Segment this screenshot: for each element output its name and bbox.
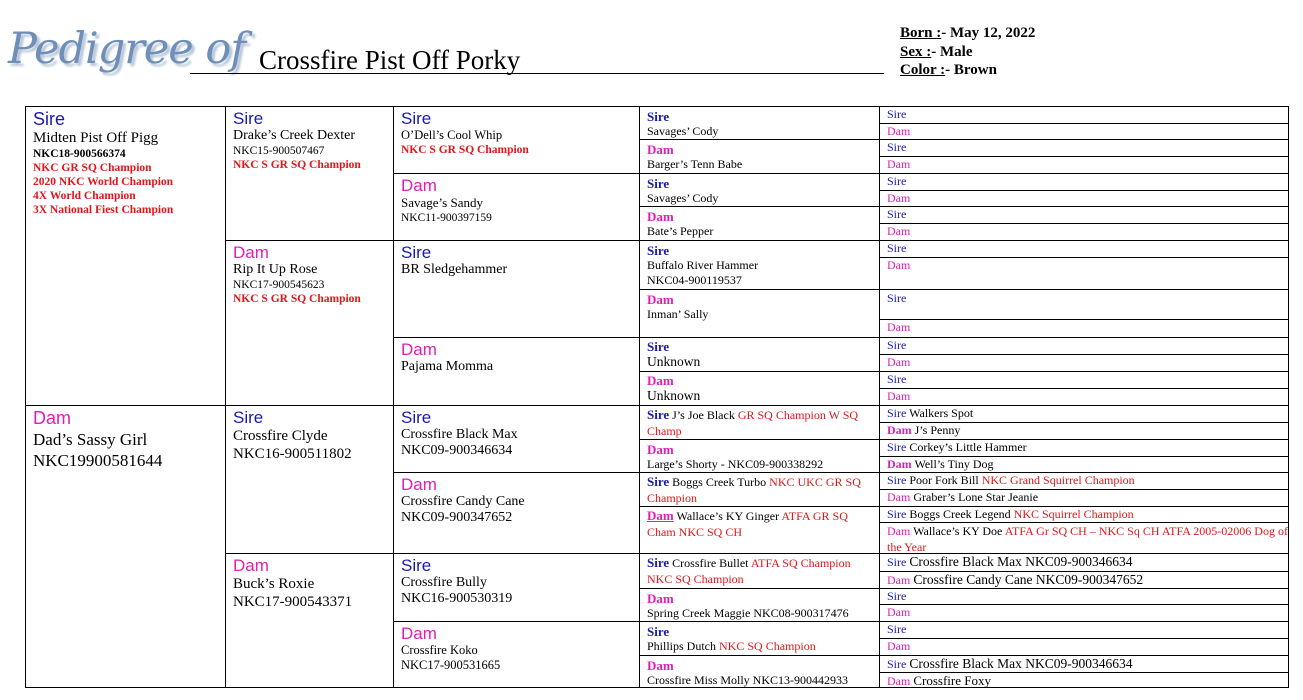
gen5-name: Corkey’s Little Hammer	[909, 440, 1027, 454]
dam-label: Dam	[887, 389, 911, 403]
gen5-cell	[879, 354, 1289, 371]
gen4-title: ATFA GR SQ Cham NKC SQ CH	[647, 509, 848, 539]
gen4-cell	[639, 588, 879, 621]
gen5-cell	[879, 106, 1289, 123]
gen4-cell	[639, 621, 879, 655]
sire-label: Sire	[401, 109, 432, 128]
gen3-reg: NKC11-900397159	[401, 212, 492, 224]
gen4-name: Barger’s Tenn Babe	[647, 157, 743, 171]
gen3-name: Savage’s Sandy	[401, 195, 483, 210]
gen5-cell	[879, 588, 1289, 604]
gen5-cell	[879, 621, 1289, 638]
dam-label: Dam	[887, 490, 911, 504]
dam-label: Dam	[401, 624, 437, 643]
gen5-cell	[879, 655, 1289, 672]
gen4-cell	[639, 289, 879, 337]
gen4-name: Large’s Shorty - NKC09-900338292	[647, 457, 824, 471]
sire-label: Sire	[887, 622, 907, 636]
sire-label: Sire	[647, 243, 670, 258]
color-label: Color :	[900, 62, 946, 78]
gen4-name: Boggs Creek Turbo	[672, 475, 767, 489]
gen3-reg: NKC09-900346634	[401, 443, 513, 458]
gen1-sire	[25, 106, 225, 405]
born-row	[900, 24, 1035, 43]
gen2-name: Drake’s Creek Dexter	[233, 128, 356, 143]
gen3-name: Crossfire Candy Cane	[401, 494, 525, 509]
dam-label: Dam	[887, 191, 911, 205]
gen3-ssd	[393, 173, 639, 240]
gen5-cell	[879, 422, 1289, 439]
gen4-name: Savages’ Cody	[647, 124, 719, 138]
gen4-name: Unknown	[647, 354, 701, 369]
dam-label: Dam	[233, 243, 269, 262]
gen5-cell	[879, 156, 1289, 173]
gen5-name: Wallace’s KY Doe	[913, 524, 1003, 538]
sire-label: Sire	[887, 473, 907, 487]
gen4-cell	[639, 439, 879, 472]
dam-label: Dam	[401, 475, 437, 494]
gen5-cell	[879, 337, 1289, 354]
gen2-name: Crossfire Clyde	[233, 428, 328, 444]
gen3-sdd	[393, 337, 639, 405]
gen2-dam-sire	[225, 405, 393, 553]
gen1-sire-title: 4X World Champion	[33, 190, 136, 202]
color-value: - Brown	[945, 62, 997, 78]
gen3-sds	[393, 240, 639, 337]
born-value: - May 12, 2022	[941, 25, 1036, 41]
dam-label: Dam	[887, 224, 911, 238]
gen4-cell	[639, 337, 879, 371]
dam-label: Dam	[401, 340, 437, 359]
gen2-reg: NKC15-900507467	[233, 145, 325, 157]
sire-label: Sire	[647, 624, 670, 639]
gen5-title: NKC Grand Squirrel Champion	[981, 473, 1135, 487]
sire-label: Sire	[887, 291, 907, 305]
gen4-name: Bate’s Pepper	[647, 224, 714, 238]
gen4-name: J’s Joe Black	[672, 408, 735, 422]
gen4-title: ATFA SQ Champion NKC SQ Champion	[647, 556, 851, 586]
gen5-cell	[879, 206, 1289, 223]
gen5-name: J’s Penny	[914, 423, 961, 437]
gen5-cell	[879, 571, 1289, 588]
dam-label: Dam	[887, 639, 911, 653]
gen5-cell	[879, 553, 1289, 571]
gen4-reg: NKC04-900119537	[647, 273, 742, 287]
dam-label: Dam	[887, 605, 911, 619]
dam-label: Dam	[33, 408, 72, 428]
sire-label: Sire	[647, 555, 670, 570]
dam-label: Dam	[887, 674, 911, 688]
gen2-sire-dam	[225, 240, 393, 405]
gen5-cell	[879, 173, 1289, 190]
gen5-title: ATFA Gr SQ CH – NKC Sq CH ATFA 2005-02006 Dog of the Year	[887, 524, 1288, 554]
sire-label: Sire	[887, 589, 907, 603]
gen3-sss	[393, 106, 639, 173]
sire-label: Sire	[887, 406, 907, 420]
dam-label: Dam	[401, 176, 437, 195]
sire-label: Sire	[647, 109, 670, 124]
gen5-cell	[879, 456, 1289, 472]
sire-label: Sire	[887, 555, 907, 569]
gen5-cell	[879, 439, 1289, 456]
color-row	[900, 61, 1035, 80]
pedigree-title-logo: Pedigree of	[8, 24, 246, 74]
gen4-cell	[639, 405, 879, 439]
gen3-dsd	[393, 472, 639, 553]
gen3-name: Crossfire Black Max	[401, 427, 518, 442]
gen3-name: Crossfire Koko	[401, 643, 478, 657]
gen4-cell	[639, 553, 879, 588]
gen3-name: Crossfire Bully	[401, 575, 487, 590]
gen3-dds	[393, 553, 639, 621]
dam-label: Dam	[647, 373, 674, 388]
gen3-dss	[393, 405, 639, 472]
gen5-name: Boggs Creek Legend	[909, 507, 1011, 521]
gen4-name: Unknown	[647, 388, 701, 403]
gen5-cell	[879, 289, 1289, 319]
sex-row	[900, 43, 1035, 62]
sire-label: Sire	[887, 207, 907, 221]
gen4-cell	[639, 472, 879, 506]
dam-label: Dam	[647, 142, 674, 157]
sire-label: Sire	[887, 372, 907, 386]
gen4-title: NKC UKC GR SQ Champion	[647, 475, 861, 505]
dam-label: Dam	[647, 508, 674, 523]
gen5-name: Crossfire Candy Cane NKC09-900347652	[913, 572, 1144, 587]
gen5-cell	[879, 472, 1289, 489]
dam-label: Dam	[647, 442, 674, 457]
gen1-sire-name: Midten Pist Off Pigg	[33, 130, 159, 146]
sire-label: Sire	[647, 474, 670, 489]
gen5-cell	[879, 240, 1289, 257]
gen2-dam-dam	[225, 553, 393, 688]
gen5-cell	[879, 388, 1289, 405]
gen5-cell	[879, 123, 1289, 139]
gen5-cell	[879, 638, 1289, 655]
sire-label: Sire	[401, 408, 432, 427]
gen1-dam-name: Dad’s Sassy Girl	[33, 430, 148, 449]
born-label: Born :	[900, 25, 942, 41]
gen4-title: GR SQ Champion W SQ Champ	[647, 408, 859, 438]
gen2-title: NKC S GR SQ Champion	[233, 293, 361, 305]
gen5-cell	[879, 223, 1289, 240]
gen5-cell	[879, 257, 1289, 289]
gen3-name: O’Dell’s Cool Whip	[401, 128, 503, 142]
dam-label: Dam	[647, 209, 674, 224]
dam-label: Dam	[887, 157, 911, 171]
gen5-name: Well’s Tiny Dog	[914, 457, 994, 471]
gen5-name: Graber’s Lone Star Jeanie	[913, 490, 1039, 504]
dam-label: Dam	[647, 591, 674, 606]
dam-label: Dam	[887, 320, 911, 334]
dog-info	[900, 24, 1035, 80]
gen1-dam	[25, 405, 225, 688]
gen3-title: NKC S GR SQ Champion	[401, 144, 529, 156]
dam-label: Dam	[887, 258, 911, 272]
gen4-cell	[639, 506, 879, 553]
gen3-name: BR Sledgehammer	[401, 262, 508, 277]
gen4-cell	[639, 371, 879, 405]
gen5-cell	[879, 506, 1289, 522]
gen1-dam-reg: NKC19900581644	[33, 451, 163, 470]
sire-label: Sire	[887, 507, 907, 521]
gen5-cell	[879, 522, 1289, 553]
dog-name: Crossfire Pist Off Porky	[259, 45, 521, 75]
gen4-name: Spring Creek Maggie NKC08-900317476	[647, 606, 849, 620]
gen4-cell	[639, 106, 879, 139]
gen2-name: Rip It Up Rose	[233, 262, 318, 277]
gen4-name: Wallace’s KY Ginger	[676, 509, 780, 523]
gen4-name: Phillips Dutch	[647, 639, 717, 653]
gen2-reg: NKC16-900511802	[233, 446, 352, 462]
gen2-reg: NKC17-900545623	[233, 279, 325, 291]
gen2-sire-sire	[225, 106, 393, 240]
sire-label: Sire	[887, 174, 907, 188]
gen5-cell	[879, 489, 1289, 506]
sire-label: Sire	[233, 109, 264, 128]
sire-label: Sire	[647, 176, 670, 191]
gen5-name: Crossfire Foxy	[913, 673, 991, 688]
gen5-cell	[879, 190, 1289, 206]
gen4-name: Savages’ Cody	[647, 191, 719, 205]
gen4-cell	[639, 240, 879, 289]
gen5-name: Crossfire Black Max NKC09-900346634	[909, 554, 1133, 569]
gen4-cell	[639, 655, 879, 688]
gen3-name: Pajama Momma	[401, 359, 494, 374]
gen4-cell	[639, 173, 879, 206]
gen5-name: Walkers Spot	[909, 406, 974, 420]
gen5-cell	[879, 604, 1289, 621]
dam-label: Dam	[647, 658, 674, 673]
gen1-sire-title: NKC GR SQ Champion	[33, 162, 152, 174]
gen3-reg: NKC17-900531665	[401, 658, 501, 672]
sire-label: Sire	[887, 140, 907, 154]
gen5-cell	[879, 405, 1289, 422]
dam-label: Dam	[647, 292, 674, 307]
title-underline	[190, 73, 884, 74]
sire-label: Sire	[647, 407, 670, 422]
sire-label: Sire	[887, 241, 907, 255]
dam-label: Dam	[887, 457, 912, 471]
gen1-sire-title: 2020 NKC World Champion	[33, 176, 174, 188]
gen4-cell	[639, 139, 879, 173]
dam-label: Dam	[887, 573, 911, 587]
gen5-name: Poor Fork Bill	[909, 473, 979, 487]
sire-label: Sire	[233, 408, 264, 427]
gen4-name: Crossfire Bullet	[672, 556, 749, 570]
dam-label: Dam	[887, 524, 911, 538]
sire-label: Sire	[33, 109, 66, 129]
gen5-cell	[879, 319, 1289, 337]
gen4-cell	[639, 206, 879, 240]
gen1-sire-reg: NKC18-900566374	[33, 148, 126, 160]
sire-label: Sire	[401, 556, 432, 575]
gen5-cell	[879, 371, 1289, 388]
sire-label: Sire	[887, 338, 907, 352]
gen3-reg: NKC16-900530319	[401, 591, 513, 606]
gen2-reg: NKC17-900543371	[233, 594, 353, 610]
dam-label: Dam	[887, 423, 912, 437]
gen5-cell	[879, 672, 1289, 688]
sire-label: Sire	[887, 107, 907, 121]
gen5-name: Crossfire Black Max NKC09-900346634	[909, 656, 1133, 671]
gen3-ddd	[393, 621, 639, 688]
sire-label: Sire	[887, 657, 907, 671]
gen2-title: NKC S GR SQ Champion	[233, 159, 361, 171]
dam-label: Dam	[887, 355, 911, 369]
sire-label: Sire	[887, 440, 907, 454]
gen2-name: Buck’s Roxie	[233, 576, 315, 592]
dam-label: Dam	[233, 556, 269, 575]
gen5-cell	[879, 139, 1289, 156]
gen4-name: Inman’ Sally	[647, 307, 709, 321]
gen5-title: NKC Squirrel Champion	[1013, 507, 1134, 521]
gen4-name: Buffalo River Hammer	[647, 258, 759, 272]
sex-label: Sex :	[900, 43, 932, 60]
gen1-sire-title: 3X National Fiest Champion	[33, 204, 174, 216]
gen4-name: Crossfire Miss Molly NKC13-900442933	[647, 673, 849, 687]
sire-label: Sire	[647, 339, 670, 354]
sire-label: Sire	[401, 243, 432, 262]
dam-label: Dam	[887, 124, 911, 138]
sex-value: - Male	[931, 43, 973, 60]
gen3-reg: NKC09-900347652	[401, 510, 513, 525]
gen4-title: NKC SQ Champion	[719, 639, 816, 653]
